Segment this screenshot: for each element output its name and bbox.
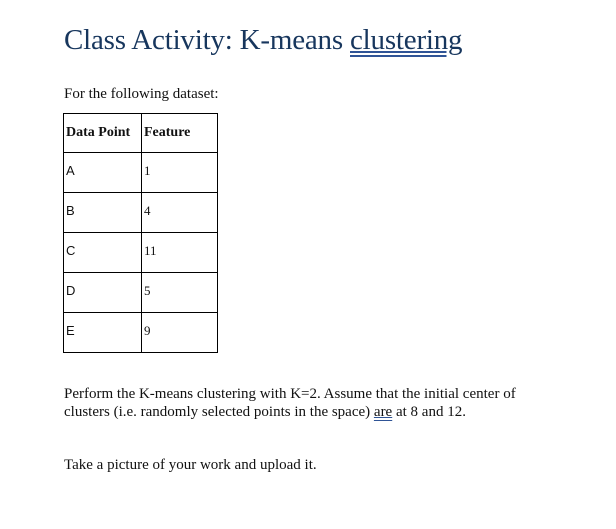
- page-title: [64, 24, 462, 57]
- data-point-cell: C: [64, 233, 142, 273]
- dataset-table: [63, 113, 218, 353]
- table-row: [64, 313, 218, 353]
- table-header-row: [64, 114, 218, 153]
- feature-cell: 11: [142, 233, 218, 273]
- intro-text: For the following dataset:: [64, 86, 219, 102]
- task-paragraph: [64, 385, 544, 421]
- upload-instruction: Take a picture of your work and upload it.: [64, 457, 317, 473]
- column-header-data-point: Data Point: [64, 114, 142, 153]
- table-row: [64, 153, 218, 193]
- data-point-cell: E: [64, 313, 142, 353]
- table-row: [64, 233, 218, 273]
- feature-cell: 4: [142, 193, 218, 233]
- feature-cell: 1: [142, 153, 218, 193]
- data-point-cell: A: [64, 153, 142, 193]
- task-grammar-marked-word: are: [373, 404, 393, 420]
- table-row: [64, 193, 218, 233]
- title-underlined-word: clustering: [350, 24, 463, 56]
- task-text-after: at 8 and 12.: [395, 404, 466, 420]
- data-point-cell: D: [64, 273, 142, 313]
- column-header-feature: Feature: [142, 114, 218, 153]
- feature-cell: 9: [142, 313, 218, 353]
- title-prefix: Class Activity: K-means: [64, 24, 343, 56]
- table-row: [64, 273, 218, 313]
- task-text-before: Perform the K-means clustering with K=2. Assume that the initial center of clusters (i.e. randomly selected points in the space): [64, 386, 516, 420]
- feature-cell: 5: [142, 273, 218, 313]
- data-point-cell: B: [64, 193, 142, 233]
